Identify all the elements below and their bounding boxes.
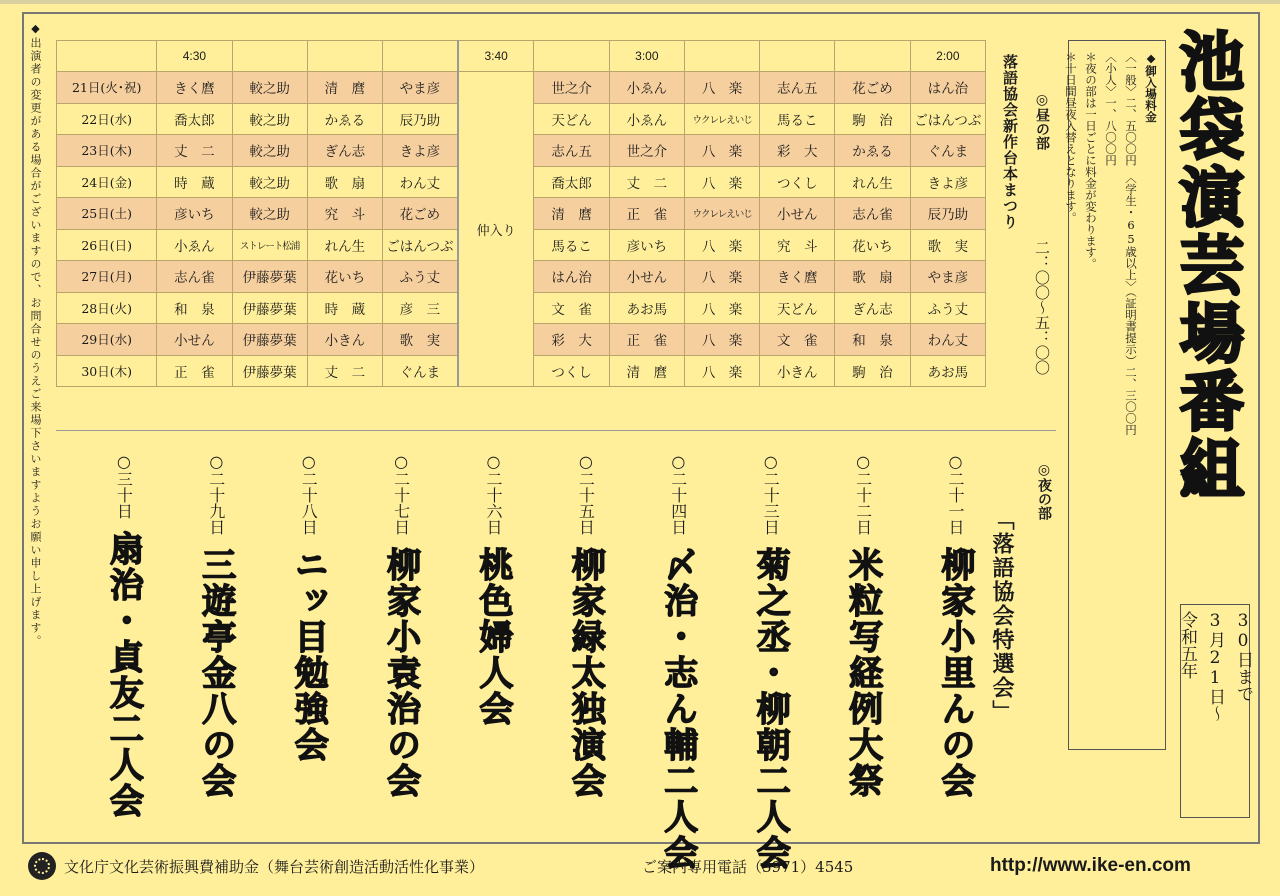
performer-cell: 正 雀 bbox=[157, 355, 232, 387]
performer-cell: ウクレレえいじ bbox=[684, 103, 759, 135]
schedule-date: 29日(水) bbox=[57, 324, 157, 356]
performer-cell: 八 楽 bbox=[684, 166, 759, 198]
time-head-2: 3:40 bbox=[458, 41, 534, 72]
performer-cell: 小せん bbox=[609, 261, 684, 293]
performer-cell: 天どん bbox=[534, 103, 609, 135]
footer bbox=[22, 846, 1260, 886]
night-program-label: ◎夜の部 bbox=[1036, 462, 1052, 520]
performer-cell: やま彦 bbox=[910, 261, 985, 293]
hdr-empty bbox=[760, 41, 835, 72]
performer-cell: 馬るこ bbox=[534, 229, 609, 261]
performer-cell: 清 麿 bbox=[534, 198, 609, 230]
performer-cell: あお馬 bbox=[609, 292, 684, 324]
performer-cell: 馬るこ bbox=[760, 103, 835, 135]
performer-cell: ぐんま bbox=[383, 355, 458, 387]
special-show-title: 「落語協会特選会」 bbox=[989, 508, 1014, 724]
night-show-column bbox=[560, 452, 610, 799]
schedule-date: 27日(月) bbox=[57, 261, 157, 293]
performer-cell: ぎん志 bbox=[307, 135, 382, 167]
night-show-column bbox=[468, 452, 518, 727]
hdr-empty bbox=[232, 41, 307, 72]
performer-cell: 駒 治 bbox=[835, 103, 910, 135]
performer-cell: 究 斗 bbox=[760, 229, 835, 261]
night-show-date: ○二十二日 bbox=[853, 452, 873, 535]
schedule-row bbox=[57, 72, 986, 104]
schedule-date: 26日(日) bbox=[57, 229, 157, 261]
performer-cell: 八 楽 bbox=[684, 355, 759, 387]
night-show-date: ○二十一日 bbox=[946, 452, 965, 535]
agency-logo-icon bbox=[28, 852, 56, 880]
performer-cell: 志ん雀 bbox=[157, 261, 232, 293]
website-link[interactable]: http://www.ike-en.com bbox=[990, 855, 1191, 876]
section-divider bbox=[56, 430, 1056, 431]
night-show-title: 柳家緑太独演会 bbox=[565, 547, 606, 799]
hdr-empty bbox=[684, 41, 759, 72]
night-show-date: ○二十九日 bbox=[206, 452, 226, 535]
date-box bbox=[1177, 604, 1253, 818]
performer-cell: 伊藤夢葉 bbox=[232, 355, 307, 387]
performer-cell: はん治 bbox=[534, 261, 609, 293]
performer-cell: 較之助 bbox=[232, 72, 307, 104]
price-note-1: ＊夜の部は一日ごとに料金が変わります。 bbox=[1084, 51, 1098, 270]
night-show-title: 〆治・志ん輔二人会 bbox=[657, 547, 698, 871]
performer-cell: 八 楽 bbox=[684, 229, 759, 261]
page-title: 池袋演芸場番組 bbox=[1169, 28, 1243, 504]
performer-cell: 歌 扇 bbox=[307, 166, 382, 198]
performer-cell: つくし bbox=[534, 355, 609, 387]
performer-cell: 清 麿 bbox=[609, 355, 684, 387]
performer-cell: 文 雀 bbox=[534, 292, 609, 324]
hdr-empty bbox=[534, 41, 609, 72]
night-show-column bbox=[930, 452, 980, 799]
performer-cell: つくし bbox=[760, 166, 835, 198]
time-head-1: 4:30 bbox=[157, 41, 232, 72]
night-show-date: ○二十三日 bbox=[761, 452, 781, 535]
performer-cell: ごはんつぶ bbox=[383, 229, 458, 261]
schedule-date: 25日(土) bbox=[57, 198, 157, 230]
performer-cell: 歌 実 bbox=[383, 324, 458, 356]
performer-cell: ウクレレえいじ bbox=[684, 198, 759, 230]
hdr-blank bbox=[57, 41, 157, 72]
performer-cell: 彦いち bbox=[609, 229, 684, 261]
performer-cell: 駒 治 bbox=[835, 355, 910, 387]
night-show-title: 桃色婦人会 bbox=[473, 547, 513, 727]
performer-cell: れん生 bbox=[307, 229, 382, 261]
performer-cell: きよ彦 bbox=[383, 135, 458, 167]
performer-cell: 小ゑん bbox=[609, 72, 684, 104]
performer-cell: かゑる bbox=[307, 103, 382, 135]
schedule-date: 24日(金) bbox=[57, 166, 157, 198]
night-show-column bbox=[283, 452, 333, 763]
price-note-2: ＊十日間昼夜入替えとなります。 bbox=[1064, 51, 1078, 224]
intermission-cell: 仲入り bbox=[458, 72, 534, 387]
performer-cell: 彩 大 bbox=[534, 324, 609, 356]
performer-cell: 彩 大 bbox=[760, 135, 835, 167]
time-head-3: 3:00 bbox=[609, 41, 684, 72]
performer-cell: 丈 二 bbox=[157, 135, 232, 167]
performer-cell: 較之助 bbox=[232, 198, 307, 230]
performer-cell: 正 雀 bbox=[609, 324, 684, 356]
price-box bbox=[1064, 40, 1166, 750]
night-show-column bbox=[745, 452, 795, 871]
date-line-1: 令和五年 bbox=[1177, 611, 1197, 679]
performer-cell: わん丈 bbox=[910, 324, 985, 356]
performer-cell: 八 楽 bbox=[684, 261, 759, 293]
night-show-date: ○二十八日 bbox=[299, 452, 319, 535]
performer-cell: 和 泉 bbox=[835, 324, 910, 356]
day-program-show: 落語協会新作台本まつり bbox=[1001, 54, 1019, 230]
performer-cell: 歌 実 bbox=[910, 229, 985, 261]
date-line-2: 3月21日～ bbox=[1205, 611, 1225, 722]
performer-cell: 花いち bbox=[835, 229, 910, 261]
performer-cell: きよ彦 bbox=[910, 166, 985, 198]
performer-cell: 丈 二 bbox=[609, 166, 684, 198]
price-general: 〈一般〉二、五〇〇円 〈学生・65歳以上〉（証明書提示）二、三〇〇円 bbox=[1124, 51, 1138, 436]
price-child: 〈小人〉一、八〇〇円 bbox=[1104, 51, 1118, 166]
performer-cell: やま彦 bbox=[383, 72, 458, 104]
night-show-title: 菊之丞・柳朝二人会 bbox=[750, 547, 791, 871]
performer-cell: 較之助 bbox=[232, 166, 307, 198]
performer-cell: 花ごめ bbox=[835, 72, 910, 104]
performer-cell: 天どん bbox=[760, 292, 835, 324]
performer-cell: 和 泉 bbox=[157, 292, 232, 324]
performer-cell: ぐんま bbox=[910, 135, 985, 167]
performer-cell: 喬太郎 bbox=[534, 166, 609, 198]
performer-cell: 世之介 bbox=[534, 72, 609, 104]
night-show-title: 柳家小里んの会 bbox=[935, 547, 975, 799]
performer-cell: 八 楽 bbox=[684, 72, 759, 104]
performer-cell: 志ん五 bbox=[534, 135, 609, 167]
night-show-column bbox=[191, 452, 241, 799]
performer-cell: かゑる bbox=[835, 135, 910, 167]
performer-cell: 歌 扇 bbox=[835, 261, 910, 293]
performer-cell: ぎん志 bbox=[835, 292, 910, 324]
phone-text: ご案内専用電話（3971）4545 bbox=[642, 857, 854, 876]
performer-cell: 花いち bbox=[307, 261, 382, 293]
performer-cell: ストレート松浦 bbox=[232, 229, 307, 261]
performer-cell: 辰乃助 bbox=[910, 198, 985, 230]
performer-cell: 正 雀 bbox=[609, 198, 684, 230]
performer-cell: 時 蔵 bbox=[307, 292, 382, 324]
performer-cell: 八 楽 bbox=[684, 292, 759, 324]
schedule-date: 22日(水) bbox=[57, 103, 157, 135]
night-show-title: 三遊亭金八の会 bbox=[195, 547, 236, 799]
performer-cell: 志ん五 bbox=[760, 72, 835, 104]
performer-cell: 較之助 bbox=[232, 103, 307, 135]
performer-cell: 八 楽 bbox=[684, 324, 759, 356]
schedule-date: 30日(木) bbox=[57, 355, 157, 387]
performer-cell: あお馬 bbox=[910, 355, 985, 387]
hdr-empty bbox=[835, 41, 910, 72]
performer-cell: ふう丈 bbox=[910, 292, 985, 324]
night-show-column bbox=[98, 452, 148, 819]
performer-cell: 小ゑん bbox=[157, 229, 232, 261]
time-head-4: 2:00 bbox=[910, 41, 985, 72]
performer-cell: はん治 bbox=[910, 72, 985, 104]
performer-cell: 小きん bbox=[307, 324, 382, 356]
night-show-column bbox=[376, 452, 426, 799]
performer-cell: 小せん bbox=[157, 324, 232, 356]
night-show-title: 扇治・貞友二人会 bbox=[103, 531, 144, 819]
performer-cell: 志ん雀 bbox=[835, 198, 910, 230]
performer-cell: ごはんつぶ bbox=[910, 103, 985, 135]
performer-cell: きく麿 bbox=[760, 261, 835, 293]
date-line-3: 30日まで bbox=[1233, 611, 1253, 702]
hdr-empty bbox=[307, 41, 382, 72]
performer-cell: 彦いち bbox=[157, 198, 232, 230]
performer-cell: 伊藤夢葉 bbox=[232, 324, 307, 356]
night-show-date: ○二十五日 bbox=[576, 452, 596, 535]
performer-cell: 較之助 bbox=[232, 135, 307, 167]
performer-cell: 文 雀 bbox=[760, 324, 835, 356]
night-show-column bbox=[838, 452, 888, 799]
performer-cell: れん生 bbox=[835, 166, 910, 198]
schedule-date: 28日(火) bbox=[57, 292, 157, 324]
schedule-table bbox=[56, 40, 986, 387]
performer-cell: 小ゑん bbox=[609, 103, 684, 135]
subsidy-text: 文化庁文化芸術振興費補助金（舞台芸術創造活動活性化事業） bbox=[64, 857, 485, 876]
performer-cell: 究 斗 bbox=[307, 198, 382, 230]
performer-cell: きく麿 bbox=[157, 72, 232, 104]
performer-cell: 清 麿 bbox=[307, 72, 382, 104]
night-show-date: ○二十七日 bbox=[391, 452, 411, 535]
performer-cell: 小せん bbox=[760, 198, 835, 230]
night-show-date: ○二十四日 bbox=[668, 452, 688, 535]
performer-cell: 八 楽 bbox=[684, 135, 759, 167]
performer-cell: 辰乃助 bbox=[383, 103, 458, 135]
notice-text: ◆出演者の変更がある場合がございますので、お問合せのうえご来場下さいますようお願い申し上げます。 bbox=[29, 22, 42, 648]
hdr-empty bbox=[383, 41, 458, 72]
night-show-title: 米粒写経例大祭 bbox=[842, 547, 883, 799]
performer-cell: 丈 二 bbox=[307, 355, 382, 387]
performer-cell: 伊藤夢葉 bbox=[232, 292, 307, 324]
schedule-date: 23日(木) bbox=[57, 135, 157, 167]
performer-cell: 時 蔵 bbox=[157, 166, 232, 198]
night-show-title: 柳家小袁治の会 bbox=[380, 547, 421, 799]
top-edge bbox=[0, 0, 1280, 4]
performer-cell: 喬太郎 bbox=[157, 103, 232, 135]
night-show-date: ○三十日 bbox=[114, 452, 134, 519]
night-show-title: ニッ目勉強会 bbox=[288, 547, 329, 763]
title-box bbox=[1160, 28, 1252, 598]
performer-cell: 世之介 bbox=[609, 135, 684, 167]
performer-cell: 伊藤夢葉 bbox=[232, 261, 307, 293]
day-program-time: 二：〇〇～五：〇〇 bbox=[1033, 240, 1051, 375]
night-show-column bbox=[653, 452, 703, 871]
performer-cell: 彦 三 bbox=[383, 292, 458, 324]
performer-cell: 小きん bbox=[760, 355, 835, 387]
night-show-date: ○二十六日 bbox=[484, 452, 503, 535]
day-program-label: ◎昼の部 bbox=[1034, 92, 1050, 150]
performer-cell: ふう丈 bbox=[383, 261, 458, 293]
performer-cell: わん丈 bbox=[383, 166, 458, 198]
schedule-date: 21日(火･祝) bbox=[57, 72, 157, 104]
price-header: ◆御入場料金 bbox=[1144, 51, 1158, 123]
performer-cell: 花ごめ bbox=[383, 198, 458, 230]
